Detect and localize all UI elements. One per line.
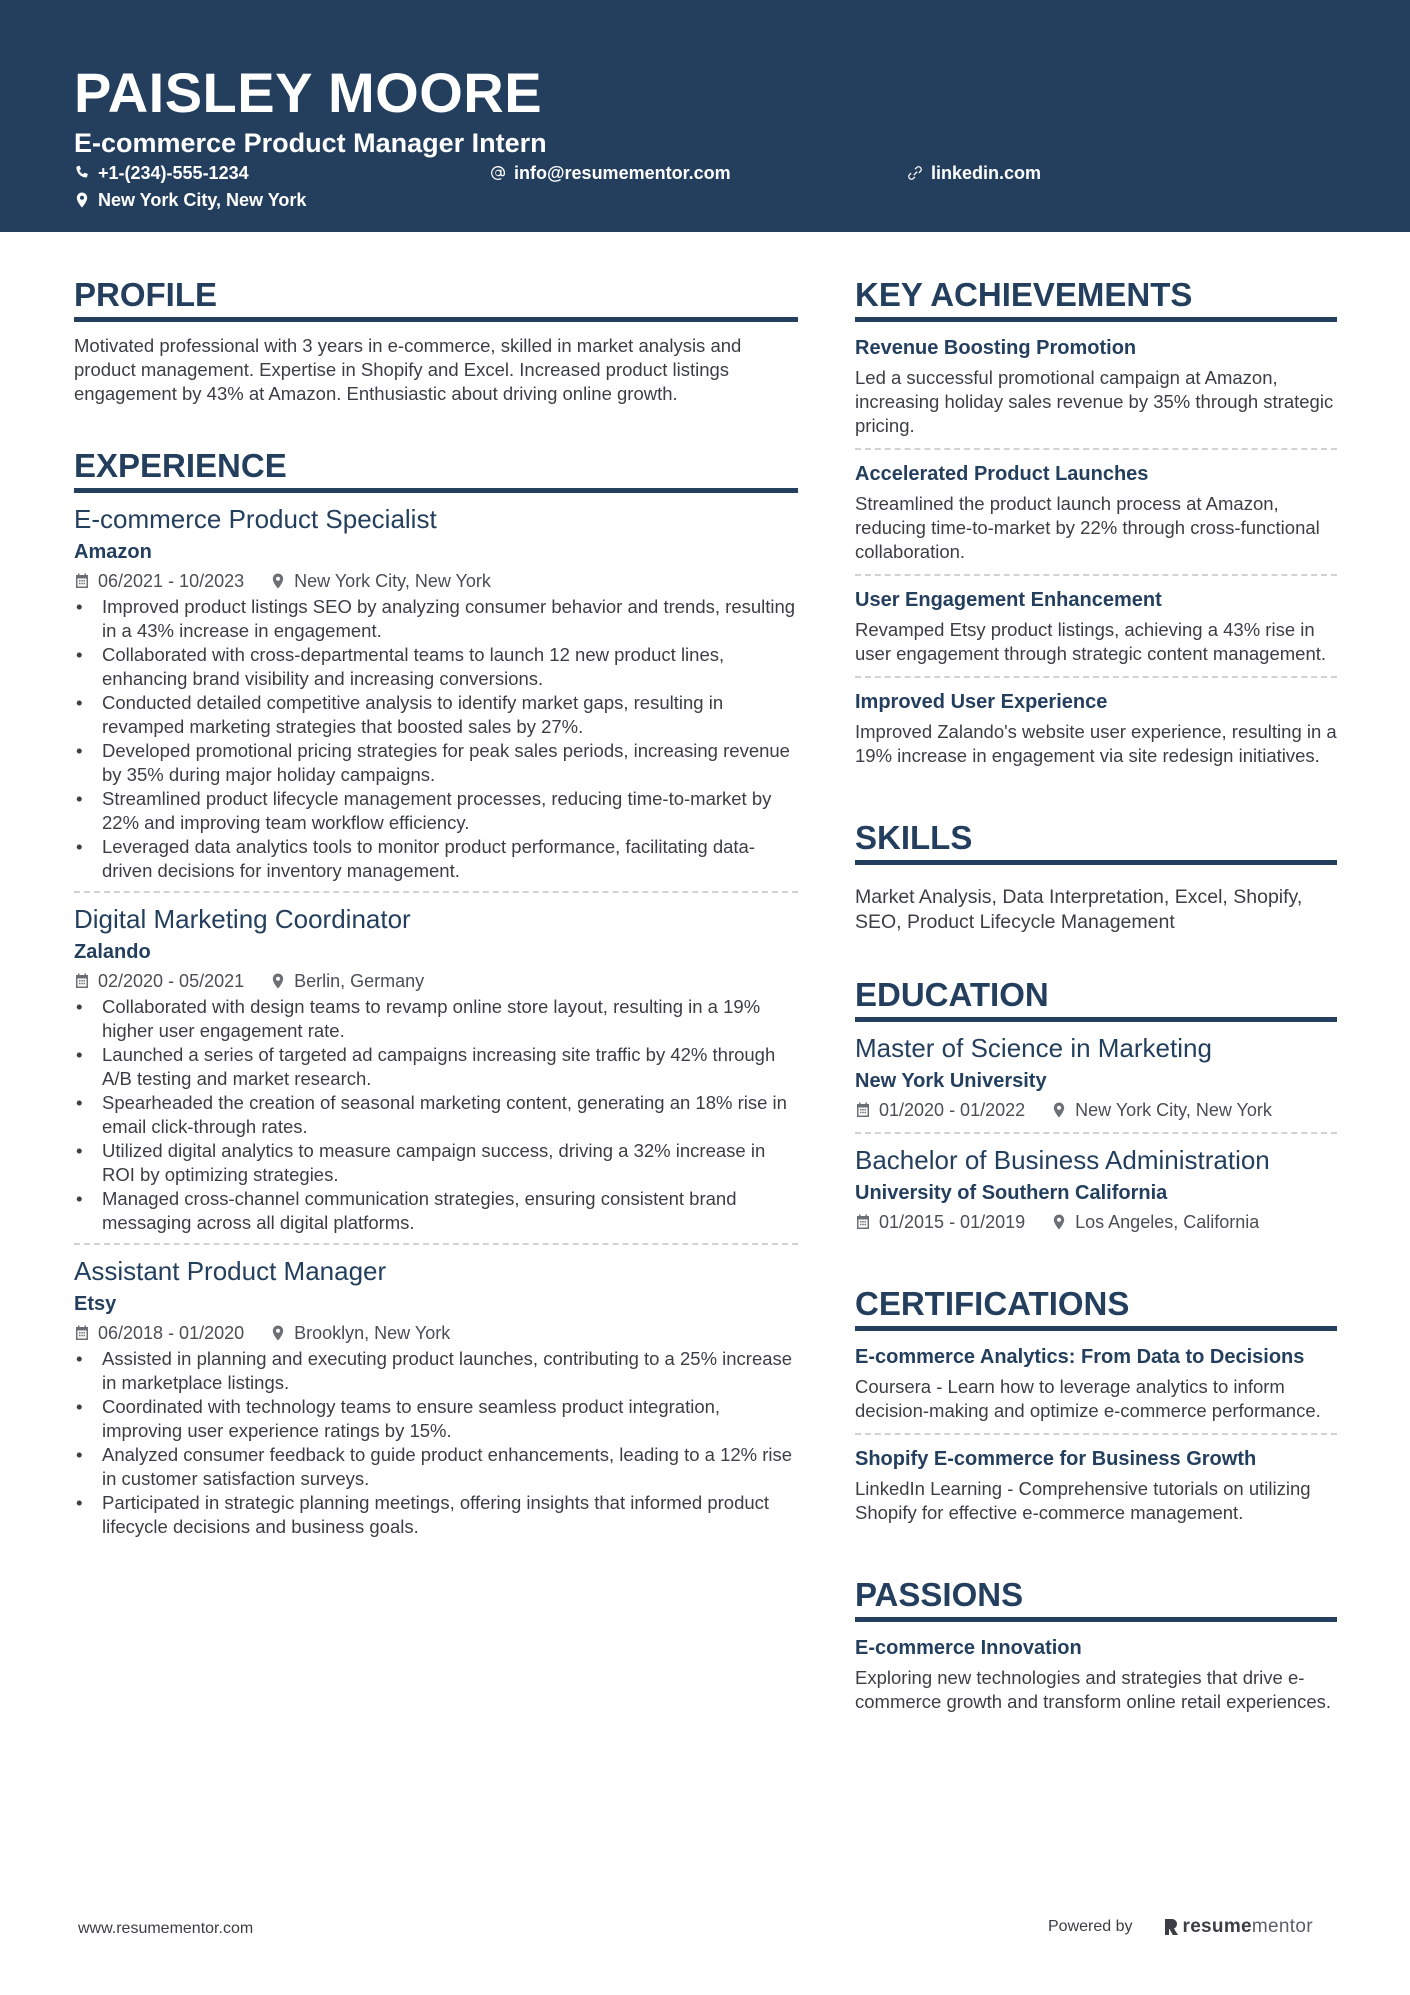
contact-location — [74, 189, 306, 211]
bullet-item: • Collaborated with design teams to revamp online store layout, resulting in a 19% higher user engagement rate. — [74, 995, 798, 1043]
achievements-item — [855, 324, 1337, 448]
bullet-item: • Coordinated with technology teams to ensure seamless product integration, improving user experience ratings by 15%. — [74, 1395, 798, 1443]
education-section — [855, 975, 1337, 1244]
certifications-section — [855, 1284, 1337, 1535]
at-icon — [490, 165, 506, 181]
education-entry — [855, 1022, 1337, 1132]
education-entry — [855, 1132, 1337, 1244]
bullet-item: • Managed cross-channel communication strategies, ensuring consistent brand messaging across all digital platforms. — [74, 1187, 798, 1235]
section-heading: SKILLS — [855, 818, 1337, 865]
bullet-item: • Analyzed consumer feedback to guide product enhancements, leading to a 12% rise in customer satisfaction surveys. — [74, 1443, 798, 1491]
location: New York City, New York — [294, 571, 491, 591]
bullet-item: • Launched a series of targeted ad campaigns increasing site traffic by 42% through A/B testing and market research. — [74, 1043, 798, 1091]
section-heading: EDUCATION — [855, 975, 1337, 1022]
bullet-item: • Streamlined product lifecycle management processes, reducing time-to-market by 22% and improving team workflow efficiency. — [74, 787, 798, 835]
calendar-icon — [855, 1102, 871, 1118]
date-range: 02/2020 - 05/2021 — [98, 971, 245, 991]
calendar-icon — [855, 1214, 871, 1230]
skills-text: Market Analysis, Data Interpretation, Excel, Shopify, SEO, Product Lifecycle Management — [855, 886, 1303, 933]
job-bullets — [74, 1347, 798, 1539]
job-title: Digital Marketing Coordinator — [74, 904, 411, 934]
bullet-item: • Participated in strategic planning meetings, offering insights that informed product lifecycle decisions and business goals. — [74, 1491, 798, 1539]
certifications-item — [855, 1433, 1337, 1535]
contact-phone[interactable] — [74, 162, 249, 184]
date-location-row — [855, 1208, 1337, 1236]
company-name: Etsy — [74, 1293, 117, 1315]
location-pin-icon — [1051, 1102, 1067, 1118]
profile-section — [74, 275, 798, 406]
footer-website-link[interactable]: www.resumementor.com — [78, 1920, 254, 1937]
job-list — [74, 493, 798, 1547]
bullet-item: • Leveraged data analytics tools to monitor product performance, facilitating data-driven decisions for inventory management. — [74, 835, 798, 883]
date-range: 06/2021 - 10/2023 — [98, 571, 245, 591]
date-location-row — [74, 1319, 798, 1347]
linkedin-text: linkedin.com — [931, 163, 1042, 183]
location: Berlin, Germany — [294, 971, 425, 991]
location-pin-icon — [270, 573, 286, 589]
date-location-row — [74, 967, 798, 995]
bullet-item: • Conducted detailed competitive analysis to identify market gaps, resulting in revamped marketing strategies that boosted sales by 27%. — [74, 691, 798, 739]
job-bullets — [74, 595, 798, 883]
phone-icon — [74, 165, 90, 181]
degree-title: Bachelor of Business Administration — [855, 1145, 1270, 1175]
item-title: Shopify E-commerce for Business Growth — [855, 1448, 1257, 1470]
certification-list — [855, 1331, 1337, 1535]
item-title: E-commerce Analytics: From Data to Decisions — [855, 1346, 1305, 1368]
item-description: Improved Zalando's website user experience, resulting in a 19% increase in engagement via site redesign initiatives. — [855, 721, 1337, 766]
section-heading: KEY ACHIEVEMENTS — [855, 275, 1337, 322]
bullet-item: • Assisted in planning and executing product launches, contributing to a 25% increase in marketplace listings. — [74, 1347, 798, 1395]
bullet-item: • Improved product listings SEO by analyzing consumer behavior and trends, resulting in a 43% increase in engagement. — [74, 595, 798, 643]
bullet-item: • Spearheaded the creation of seasonal marketing content, generating an 18% rise in email click-through rates. — [74, 1091, 798, 1139]
calendar-icon — [74, 573, 90, 589]
resumementor-logo-icon — [1163, 1917, 1179, 1937]
date-range: 01/2020 - 01/2022 — [879, 1100, 1026, 1120]
date-range: 01/2015 - 01/2019 — [879, 1212, 1026, 1232]
phone-text: +1-(234)-555-1234 — [98, 163, 249, 183]
item-description: LinkedIn Learning - Comprehensive tutorials on utilizing Shopify for effective e-commerce management. — [855, 1478, 1311, 1523]
job-entry — [74, 493, 798, 891]
section-heading: CERTIFICATIONS — [855, 1284, 1337, 1331]
location-pin-icon — [270, 973, 286, 989]
calendar-icon — [74, 1325, 90, 1341]
calendar-icon — [74, 973, 90, 989]
achievement-list — [855, 322, 1337, 778]
company-name: Amazon — [74, 541, 152, 563]
contact-email[interactable] — [490, 162, 731, 184]
section-heading: EXPERIENCE — [74, 446, 798, 493]
achievements-item — [855, 448, 1337, 574]
item-title: E-commerce Innovation — [855, 1637, 1082, 1659]
item-description: Revamped Etsy product listings, achieving a 43% rise in user engagement through strategic content management. — [855, 619, 1327, 664]
item-description: Led a successful promotional campaign at Amazon, increasing holiday sales revenue by 35% through strategic pricing. — [855, 367, 1334, 436]
resume-header — [0, 0, 1410, 232]
passions-item — [855, 1624, 1337, 1724]
bullet-item: • Developed promotional pricing strategies for peak sales periods, increasing revenue by 35% during major holiday campaigns. — [74, 739, 798, 787]
passions-section — [855, 1575, 1337, 1724]
location-pin-icon — [1051, 1214, 1067, 1230]
job-title: E-commerce Product Specialist — [74, 504, 437, 534]
bullet-item: • Collaborated with cross-departmental teams to launch 12 new product lines, enhancing brand visibility and increasing conversions. — [74, 643, 798, 691]
bullet-item: • Utilized digital analytics to measure campaign success, driving a 32% increase in ROI by optimizing strategies. — [74, 1139, 798, 1187]
item-title: Revenue Boosting Promotion — [855, 337, 1137, 359]
date-location-row — [74, 567, 798, 595]
left-column — [74, 275, 798, 1587]
resumementor-logo[interactable] — [1163, 1916, 1313, 1938]
certifications-item — [855, 1333, 1337, 1433]
job-title: Assistant Product Manager — [74, 1256, 387, 1286]
location: Brooklyn, New York — [294, 1323, 451, 1343]
item-description: Streamlined the product launch process at Amazon, reducing time-to-market by 22% through cross-functional collaboration. — [855, 493, 1320, 562]
location: Los Angeles, California — [1075, 1212, 1260, 1232]
item-title: Accelerated Product Launches — [855, 463, 1149, 485]
footer-branding — [1048, 1916, 1313, 1938]
powered-by-text: Powered by — [1048, 1918, 1133, 1935]
candidate-name: PAISLEY MOORE — [74, 61, 543, 124]
achievements-section — [855, 275, 1337, 778]
job-entry — [74, 891, 798, 1243]
degree-title: Master of Science in Marketing — [855, 1033, 1212, 1063]
section-heading: PROFILE — [74, 275, 798, 322]
item-title: Improved User Experience — [855, 691, 1108, 713]
location: New York City, New York — [1075, 1100, 1272, 1120]
brand-bold: resume — [1182, 1916, 1252, 1937]
experience-section — [74, 446, 798, 1547]
email-text: info@resumementor.com — [514, 163, 731, 183]
brand-light: mentor — [1251, 1916, 1313, 1937]
item-title: User Engagement Enhancement — [855, 589, 1162, 611]
achievements-item — [855, 574, 1337, 676]
date-location-row — [855, 1096, 1337, 1124]
job-bullets — [74, 995, 798, 1235]
location-text: New York City, New York — [98, 190, 307, 210]
right-column — [855, 275, 1337, 1764]
link-icon — [907, 165, 923, 181]
education-list — [855, 1022, 1337, 1244]
passion-list — [855, 1622, 1337, 1724]
section-heading: PASSIONS — [855, 1575, 1337, 1622]
item-description: Coursera - Learn how to leverage analytics to inform decision-making and optimize e-commerce performance. — [855, 1376, 1321, 1421]
skills-section — [855, 818, 1337, 935]
school-name: University of Southern California — [855, 1182, 1168, 1204]
school-name: New York University — [855, 1070, 1047, 1092]
contact-linkedin[interactable] — [907, 162, 1041, 184]
job-entry — [74, 1243, 798, 1547]
profile-text: Motivated professional with 3 years in e-commerce, skilled in market analysis and product management. Expertise in Shopify and Excel. Increased product listings engagement by 43% at Amazon. Enthusiastic about driving online growth. — [74, 335, 742, 404]
item-description: Exploring new technologies and strategies that drive e-commerce growth and transform online retail experiences. — [855, 1667, 1332, 1712]
location-pin-icon — [74, 192, 90, 208]
achievements-item — [855, 676, 1337, 778]
company-name: Zalando — [74, 941, 151, 963]
date-range: 06/2018 - 01/2020 — [98, 1323, 245, 1343]
candidate-title: E-commerce Product Manager Intern — [74, 128, 547, 158]
location-pin-icon — [270, 1325, 286, 1341]
